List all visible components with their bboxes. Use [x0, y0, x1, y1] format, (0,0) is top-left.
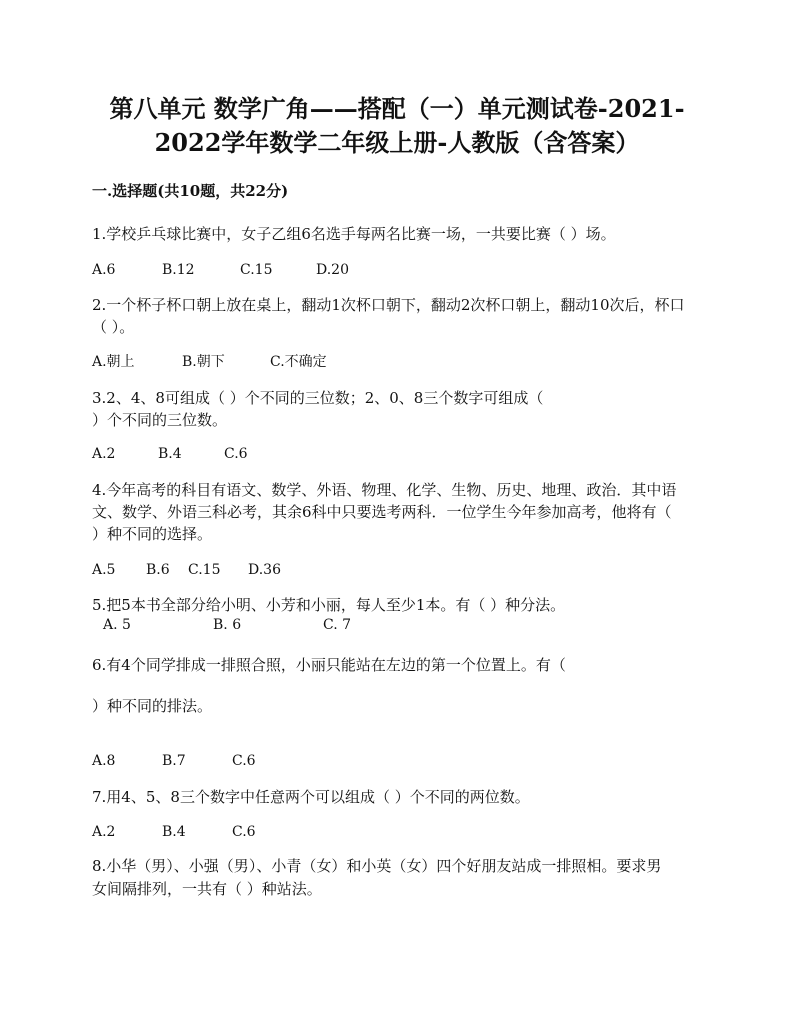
- question-3-text-line-2: ）个不同的三位数。: [92, 411, 228, 429]
- option-a: A.2: [92, 446, 116, 462]
- question-1-text: 1.学校乒乓球比赛中，女子乙组6名选手每两名比赛一场，一共要比赛（ ）场。: [92, 225, 616, 243]
- question-2-text-line-2: （ ）。: [92, 318, 135, 336]
- question-3-text-line-1: 3.2、4、8可组成（ ）个不同的三位数；2、0、8三个数字可组成（: [92, 389, 544, 407]
- question-2-options: [92, 352, 327, 372]
- option-a: A.5: [92, 562, 116, 578]
- question-8-text-line-1: 8.小华（男）、小强（男）、小青（女）和小英（女）四个好朋友站成一排照相。要求男: [92, 857, 662, 875]
- option-c: C.不确定: [270, 354, 327, 370]
- option-b: B. 6: [213, 617, 242, 633]
- option-b: B.6: [146, 562, 170, 578]
- section-heading: 一.选择题(共10题，共22分): [92, 182, 289, 200]
- option-c: C.15: [188, 562, 221, 578]
- option-b: B.4: [158, 446, 182, 462]
- question-8-text-line-2: 女间隔排列，一共有（ ）种站法。: [92, 880, 322, 898]
- question-1-options: [92, 260, 349, 280]
- question-2-text-line-1: 2.一个杯子杯口朝上放在桌上，翻动1次杯口朝下，翻动2次杯口朝上，翻动10次后，杯口: [92, 296, 685, 314]
- option-a: A.6: [92, 262, 116, 278]
- option-b: B.朝下: [182, 354, 225, 370]
- option-d: D.36: [248, 562, 281, 578]
- question-7-options: [92, 822, 256, 842]
- question-6-text-line-2: ）种不同的排法。: [92, 697, 213, 715]
- option-b: B.4: [162, 824, 186, 840]
- document-title-line-2: 2022学年数学二年级上册-人教版（含答案）: [154, 128, 640, 157]
- option-a: A. 5: [103, 617, 131, 633]
- document-title-line-1: 第八单元 数学广角——搭配（一）单元测试卷-2021-: [109, 94, 685, 123]
- option-c: C. 7: [323, 617, 352, 633]
- option-c: C.15: [240, 262, 273, 278]
- option-b: B.12: [162, 262, 195, 278]
- option-b: B.7: [162, 753, 186, 769]
- question-4-text-line-1: 4.今年高考的科目有语文、数学、外语、物理、化学、生物、历史、地理、政治．其中语: [92, 481, 677, 499]
- option-c: C.6: [232, 753, 256, 769]
- option-a: A.朝上: [92, 354, 135, 370]
- question-3-options: [92, 444, 248, 464]
- option-c: C.6: [232, 824, 256, 840]
- option-a: A.8: [92, 753, 116, 769]
- question-6-text-line-1: 6.有4个同学排成一排照合照，小丽只能站在左边的第一个位置上。有（: [92, 656, 566, 674]
- option-c: C.6: [224, 446, 248, 462]
- option-a: A.2: [92, 824, 116, 840]
- question-6-options: [92, 751, 256, 771]
- question-5-options: [103, 615, 351, 635]
- question-4-text-line-2: 文、数学、外语三科必考，其余6科中只要选考两科．一位学生今年参加高考，他将有（: [92, 503, 672, 521]
- question-5-text: 5.把5本书全部分给小明、小芳和小丽，每人至少1本。有（ ）种分法。: [92, 596, 566, 614]
- question-4-text-line-3: ）种不同的选择。: [92, 525, 213, 543]
- option-d: D.20: [316, 262, 349, 278]
- question-7-text: 7.用4、5、8三个数字中任意两个可以组成（ ）个不同的两位数。: [92, 788, 530, 806]
- question-4-options: [92, 560, 281, 580]
